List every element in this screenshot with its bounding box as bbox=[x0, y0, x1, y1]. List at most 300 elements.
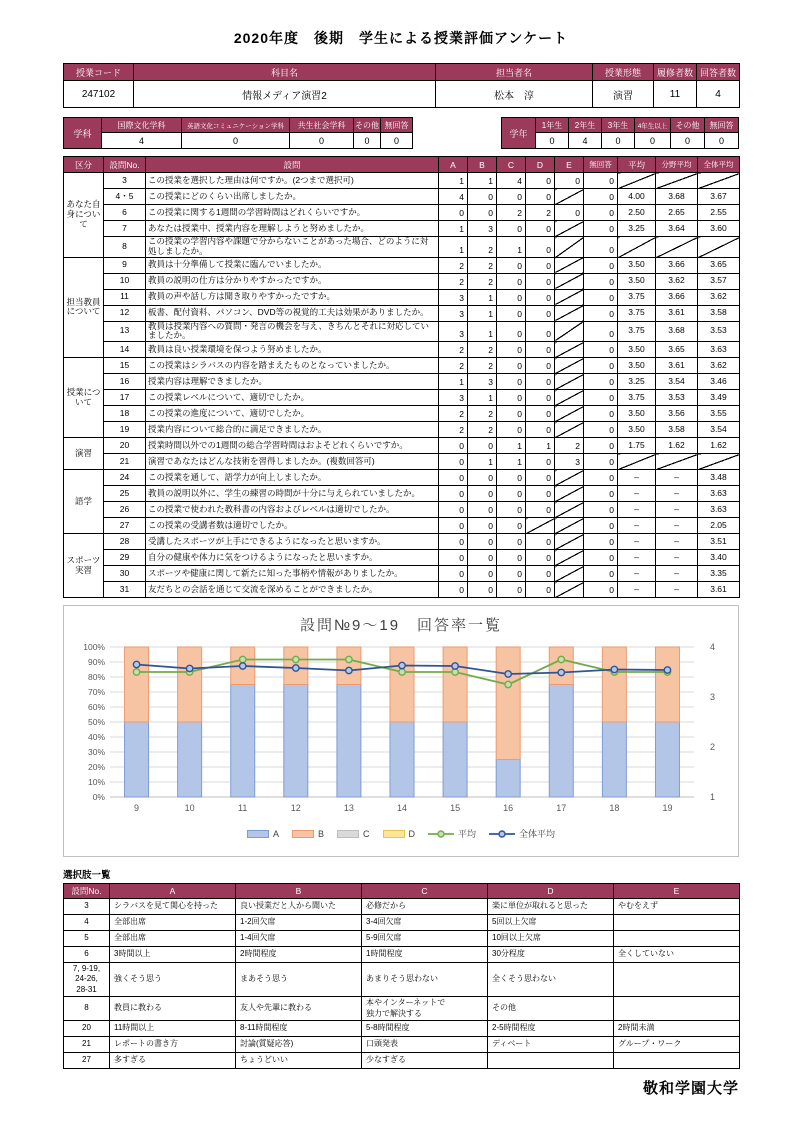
question-row bbox=[64, 173, 740, 189]
question-row bbox=[64, 189, 740, 205]
question-text: この授業の進度について、適切でしたか。 bbox=[146, 406, 439, 422]
average-cell: 3.25 bbox=[618, 374, 656, 390]
question-text: この授業の学習内容や課題で分からないことがあった場合、どのように対処しましたか。 bbox=[146, 237, 439, 258]
legend-item-a bbox=[247, 829, 279, 839]
question-row bbox=[64, 205, 740, 221]
average-cell: – bbox=[618, 566, 656, 582]
question-no: 19 bbox=[104, 422, 146, 438]
count-cell: 1 bbox=[526, 438, 555, 454]
bar-segment-a bbox=[443, 722, 467, 797]
bar-segment-b bbox=[602, 647, 626, 722]
question-no: 8 bbox=[104, 237, 146, 258]
count-cell: 0 bbox=[497, 374, 526, 390]
count-cell bbox=[555, 534, 584, 550]
question-row bbox=[64, 454, 740, 470]
count-cell: 0 bbox=[526, 502, 555, 518]
count-cell: 3 bbox=[439, 390, 468, 406]
grade-value-row bbox=[502, 133, 739, 149]
count-cell: 3 bbox=[468, 374, 497, 390]
choice-text-cell: 全くしていない bbox=[614, 947, 740, 963]
count-cell: 1 bbox=[468, 321, 497, 342]
count-cell: 2 bbox=[468, 406, 497, 422]
count-cell: 0 bbox=[584, 518, 618, 534]
choice-c-column-header: C bbox=[497, 157, 526, 173]
question-text: 演習であなたはどんな技術を習得しましたか。(複数回答可) bbox=[146, 454, 439, 470]
choices-row bbox=[64, 997, 740, 1021]
bar-segment-a bbox=[496, 760, 520, 798]
choice-text-cell bbox=[614, 915, 740, 931]
left-axis-tick: 10% bbox=[87, 777, 105, 788]
count-cell: 1 bbox=[439, 173, 468, 189]
chart-title: 設問№9～19 回答率一覧 bbox=[299, 617, 503, 635]
question-no: 14 bbox=[104, 342, 146, 358]
choices-question-no: 20 bbox=[64, 1021, 110, 1037]
count-cell bbox=[555, 486, 584, 502]
choice-text-cell: 1時間程度 bbox=[362, 947, 488, 963]
grade-header-row bbox=[502, 118, 739, 133]
bar-segment-b bbox=[655, 647, 679, 722]
category-label: スポーツ実習 bbox=[64, 534, 104, 598]
right-axis-tick: 4 bbox=[710, 642, 716, 653]
choices-row bbox=[64, 899, 740, 915]
right-axis-tick: 2 bbox=[710, 742, 716, 753]
count-cell bbox=[555, 257, 584, 273]
average-cell: – bbox=[656, 502, 698, 518]
question-no: 25 bbox=[104, 486, 146, 502]
x-axis-label: 15 bbox=[450, 803, 461, 814]
count-cell: 0 bbox=[555, 173, 584, 189]
average-cell bbox=[698, 454, 740, 470]
question-text: 教員は良い授業環境を保つよう努めましたか。 bbox=[146, 342, 439, 358]
question-row bbox=[64, 486, 740, 502]
left-axis-tick: 80% bbox=[87, 672, 105, 683]
line-marker bbox=[133, 669, 139, 675]
count-cell: 0 bbox=[497, 486, 526, 502]
choice-text-cell: まあそう思う bbox=[236, 963, 362, 997]
count-cell: 2 bbox=[439, 257, 468, 273]
choices-question-no: 6 bbox=[64, 947, 110, 963]
choice-text-cell: ディベート bbox=[488, 1037, 614, 1053]
count-cell bbox=[555, 582, 584, 598]
bar-segment-a bbox=[549, 685, 573, 798]
count-cell bbox=[555, 406, 584, 422]
average-cell bbox=[656, 173, 698, 189]
question-text: この授業レベルについて、適切でしたか。 bbox=[146, 390, 439, 406]
line-marker bbox=[399, 669, 405, 675]
average-cell: – bbox=[618, 470, 656, 486]
legend-item-平均 bbox=[428, 827, 476, 840]
count-cell: 0 bbox=[584, 582, 618, 598]
bar-segment-b bbox=[125, 647, 149, 722]
count-cell: 1 bbox=[468, 390, 497, 406]
choice-text-cell: 11時間以上 bbox=[110, 1021, 236, 1037]
choice-e-column-header: E bbox=[555, 157, 584, 173]
question-no: 17 bbox=[104, 390, 146, 406]
choice-text-cell: 全部出席 bbox=[110, 915, 236, 931]
average-cell: 4.00 bbox=[618, 189, 656, 205]
question-no: 31 bbox=[104, 582, 146, 598]
choice-text-cell: 5-9回欠席 bbox=[362, 931, 488, 947]
course-value-row bbox=[64, 81, 740, 108]
average-cell: 1.75 bbox=[618, 438, 656, 454]
question-row bbox=[64, 257, 740, 273]
average-cell: 3.65 bbox=[698, 257, 740, 273]
department-table bbox=[63, 117, 413, 149]
grade-col-header: その他 bbox=[671, 118, 705, 133]
left-axis-tick: 50% bbox=[87, 717, 105, 728]
question-text: この授業を通して、語学力が向上しましたか。 bbox=[146, 470, 439, 486]
average-cell: 1.62 bbox=[698, 438, 740, 454]
count-cell: 3 bbox=[439, 305, 468, 321]
dept-col-header: 無回答 bbox=[381, 118, 413, 133]
average-cell: – bbox=[618, 502, 656, 518]
question-row bbox=[64, 390, 740, 406]
line-marker bbox=[186, 665, 192, 671]
count-cell: 0 bbox=[584, 502, 618, 518]
legend-line-icon bbox=[428, 829, 454, 839]
question-no: 3 bbox=[104, 173, 146, 189]
grade-table bbox=[501, 117, 739, 149]
question-text: 教員の説明の仕方は分かりやすかったですか。 bbox=[146, 273, 439, 289]
choice-text-cell bbox=[614, 963, 740, 997]
question-no: 9 bbox=[104, 257, 146, 273]
question-text: 自分の健康や体力に気をつけるようになったと思いますか。 bbox=[146, 550, 439, 566]
count-cell: 2 bbox=[439, 406, 468, 422]
average-cell: 3.57 bbox=[698, 273, 740, 289]
course-code-header: 授業コード bbox=[64, 64, 134, 81]
count-cell: 0 bbox=[497, 342, 526, 358]
question-no: 29 bbox=[104, 550, 146, 566]
line-marker bbox=[664, 667, 670, 673]
average-cell: 3.40 bbox=[698, 550, 740, 566]
count-cell: 0 bbox=[526, 390, 555, 406]
count-cell: 2 bbox=[468, 257, 497, 273]
dept-col-header: その他 bbox=[354, 118, 381, 133]
count-cell: 0 bbox=[584, 189, 618, 205]
course-code-value: 247102 bbox=[64, 81, 134, 108]
average-cell: 2.55 bbox=[698, 205, 740, 221]
choices-section-title: 選択肢一覧 bbox=[63, 870, 111, 882]
count-cell: 0 bbox=[526, 470, 555, 486]
choices-question-no: 21 bbox=[64, 1037, 110, 1053]
count-cell: 0 bbox=[584, 470, 618, 486]
bar-segment-b bbox=[337, 647, 361, 685]
grade-col-header: 無回答 bbox=[705, 118, 739, 133]
question-row bbox=[64, 273, 740, 289]
count-cell: 2 bbox=[468, 422, 497, 438]
average-cell: 3.54 bbox=[698, 422, 740, 438]
university-logo: 敬和学園大学 bbox=[642, 1080, 739, 1098]
average-cell: 3.46 bbox=[698, 374, 740, 390]
dept-value: 0 bbox=[381, 133, 413, 149]
question-row bbox=[64, 438, 740, 454]
grade-value: 4 bbox=[569, 133, 602, 149]
count-cell: 0 bbox=[584, 305, 618, 321]
class-format-value: 演習 bbox=[593, 81, 654, 108]
line-marker bbox=[346, 667, 352, 673]
choice-text-cell: 多すぎる bbox=[110, 1053, 236, 1069]
question-no: 21 bbox=[104, 454, 146, 470]
question-text: スポーツや健康に関して新たに知った事柄や情報がありましたか。 bbox=[146, 566, 439, 582]
bar-segment-b bbox=[549, 647, 573, 685]
count-cell: 1 bbox=[468, 305, 497, 321]
count-cell: 0 bbox=[468, 438, 497, 454]
count-cell: 1 bbox=[468, 173, 497, 189]
choice-text-cell: 5-8時間程度 bbox=[362, 1021, 488, 1037]
category-label: 担当教員について bbox=[64, 257, 104, 358]
category-column-header: 区分 bbox=[64, 157, 104, 173]
count-cell: 1 bbox=[439, 237, 468, 258]
count-cell: 0 bbox=[584, 438, 618, 454]
average-cell: 3.64 bbox=[656, 221, 698, 237]
choice-text-cell: 強くそう思う bbox=[110, 963, 236, 997]
legend-swatch-icon bbox=[292, 830, 314, 838]
question-text: 授業内容について総合的に満足できましたか。 bbox=[146, 422, 439, 438]
choices-header-row bbox=[64, 884, 740, 899]
count-cell bbox=[555, 237, 584, 258]
count-cell: 0 bbox=[497, 257, 526, 273]
grade-value: 0 bbox=[671, 133, 705, 149]
average-cell: 3.49 bbox=[698, 390, 740, 406]
average-cell: – bbox=[618, 518, 656, 534]
count-cell: 4 bbox=[497, 173, 526, 189]
left-axis-tick: 90% bbox=[87, 657, 105, 668]
count-cell: 0 bbox=[439, 454, 468, 470]
count-cell: 0 bbox=[584, 205, 618, 221]
count-cell: 0 bbox=[468, 502, 497, 518]
choices-row bbox=[64, 1053, 740, 1069]
choice-text-cell: 少なすぎる bbox=[362, 1053, 488, 1069]
legend-label: D bbox=[408, 828, 415, 839]
line-marker bbox=[558, 656, 564, 662]
dept-value: 4 bbox=[102, 133, 182, 149]
count-cell: 0 bbox=[497, 406, 526, 422]
count-cell: 0 bbox=[584, 257, 618, 273]
enrolled-count-header: 履修者数 bbox=[654, 64, 697, 81]
count-cell: 1 bbox=[497, 438, 526, 454]
left-axis-tick: 100% bbox=[83, 642, 105, 653]
count-cell: 0 bbox=[526, 289, 555, 305]
chart-panel bbox=[63, 605, 739, 857]
choices-b-header: B bbox=[236, 884, 362, 899]
count-cell: 0 bbox=[497, 189, 526, 205]
line-marker bbox=[133, 661, 139, 667]
count-cell: 0 bbox=[584, 422, 618, 438]
choice-text-cell: 教員に教わる bbox=[110, 997, 236, 1021]
count-cell: 1 bbox=[439, 221, 468, 237]
average-cell: 3.55 bbox=[698, 406, 740, 422]
legend-item-b bbox=[292, 829, 324, 839]
bar-segment-a bbox=[284, 685, 308, 798]
count-cell: 4 bbox=[439, 189, 468, 205]
count-cell: 0 bbox=[584, 374, 618, 390]
choices-c-header: C bbox=[362, 884, 488, 899]
count-cell: 0 bbox=[497, 534, 526, 550]
count-cell: 0 bbox=[584, 390, 618, 406]
count-cell: 0 bbox=[497, 390, 526, 406]
choice-text-cell: あまりそう思わない bbox=[362, 963, 488, 997]
question-no: 10 bbox=[104, 273, 146, 289]
bar-segment-b bbox=[496, 647, 520, 760]
count-cell: 3 bbox=[468, 221, 497, 237]
question-no: 26 bbox=[104, 502, 146, 518]
count-cell: 0 bbox=[439, 534, 468, 550]
average-cell: – bbox=[656, 486, 698, 502]
average-cell: 3.56 bbox=[656, 406, 698, 422]
count-cell: 0 bbox=[468, 518, 497, 534]
category-label: あなた自身について bbox=[64, 173, 104, 258]
question-no: 4・5 bbox=[104, 189, 146, 205]
question-row bbox=[64, 534, 740, 550]
count-cell: 0 bbox=[584, 550, 618, 566]
bar-segment-b bbox=[390, 647, 414, 722]
average-cell: 3.75 bbox=[618, 289, 656, 305]
grade-col-header: 2年生 bbox=[569, 118, 602, 133]
left-axis-tick: 0% bbox=[92, 792, 105, 803]
average-cell: – bbox=[618, 582, 656, 598]
choice-text-cell: 良い授業だと人から聞いた bbox=[236, 899, 362, 915]
average-cell: 3.61 bbox=[656, 305, 698, 321]
bar-segment-a bbox=[390, 722, 414, 797]
count-cell: 0 bbox=[439, 518, 468, 534]
x-axis-label: 17 bbox=[556, 803, 567, 814]
question-no: 15 bbox=[104, 358, 146, 374]
count-cell: 2 bbox=[555, 438, 584, 454]
count-cell: 0 bbox=[526, 342, 555, 358]
average-cell: 3.63 bbox=[698, 342, 740, 358]
average-cell bbox=[698, 237, 740, 258]
count-cell: 3 bbox=[439, 321, 468, 342]
department-value-row bbox=[64, 133, 413, 149]
count-cell: 0 bbox=[526, 257, 555, 273]
line-marker bbox=[452, 663, 458, 669]
count-cell bbox=[555, 374, 584, 390]
dept-col-header: 国際文化学科 bbox=[102, 118, 182, 133]
chart-legend bbox=[64, 827, 738, 840]
average-cell: 3.62 bbox=[698, 289, 740, 305]
count-cell: 0 bbox=[526, 189, 555, 205]
question-no: 20 bbox=[104, 438, 146, 454]
dept-col-header: 共生社会学科 bbox=[290, 118, 354, 133]
average-cell: 3.66 bbox=[656, 257, 698, 273]
x-axis-label: 14 bbox=[396, 803, 408, 814]
dept-value: 0 bbox=[354, 133, 381, 149]
count-cell: 0 bbox=[584, 534, 618, 550]
instructor-value: 松本 淳 bbox=[436, 81, 593, 108]
question-text: この授業にどのくらい出席しましたか。 bbox=[146, 189, 439, 205]
legend-label: 全体平均 bbox=[519, 829, 556, 840]
x-axis-label: 10 bbox=[184, 803, 195, 814]
average-cell: 3.58 bbox=[698, 305, 740, 321]
count-cell: 0 bbox=[526, 305, 555, 321]
question-row bbox=[64, 502, 740, 518]
choice-text-cell: 10回以上欠席 bbox=[488, 931, 614, 947]
choices-question-no: 8 bbox=[64, 997, 110, 1021]
choices-row bbox=[64, 915, 740, 931]
count-cell bbox=[555, 221, 584, 237]
count-cell: 0 bbox=[526, 358, 555, 374]
legend-label: B bbox=[317, 828, 324, 839]
average-cell: 3.58 bbox=[656, 422, 698, 438]
question-row bbox=[64, 321, 740, 342]
average-cell: – bbox=[656, 534, 698, 550]
x-axis-label: 11 bbox=[238, 803, 248, 814]
question-no: 16 bbox=[104, 374, 146, 390]
question-row bbox=[64, 374, 740, 390]
average-cell: 3.50 bbox=[618, 273, 656, 289]
choice-text-cell: グループ・ワーク bbox=[614, 1037, 740, 1053]
count-cell: 0 bbox=[584, 221, 618, 237]
line-marker bbox=[558, 669, 564, 675]
average-cell: 3.75 bbox=[618, 305, 656, 321]
count-cell: 0 bbox=[584, 486, 618, 502]
count-cell: 0 bbox=[468, 205, 497, 221]
question-row bbox=[64, 289, 740, 305]
count-cell bbox=[526, 518, 555, 534]
question-text: この授業の受講者数は適切でしたか。 bbox=[146, 518, 439, 534]
count-cell bbox=[555, 321, 584, 342]
count-cell: 0 bbox=[526, 374, 555, 390]
choice-text-cell: やむをえず bbox=[614, 899, 740, 915]
grade-label: 学年 bbox=[502, 118, 536, 149]
count-cell: 0 bbox=[526, 486, 555, 502]
question-text: この授業はシラバスの内容を踏まえたものとなっていましたか。 bbox=[146, 358, 439, 374]
bar-segment-a bbox=[125, 722, 149, 797]
question-text: 教員の声や話し方は聞き取りやすかったですか。 bbox=[146, 289, 439, 305]
average-cell: 3.53 bbox=[656, 390, 698, 406]
choices-question-no: 27 bbox=[64, 1053, 110, 1069]
legend-label: A bbox=[272, 828, 279, 839]
average-cell: – bbox=[618, 550, 656, 566]
course-header-table bbox=[63, 63, 740, 108]
choice-text-cell: 口頭発表 bbox=[362, 1037, 488, 1053]
count-cell bbox=[555, 289, 584, 305]
question-row bbox=[64, 422, 740, 438]
choices-row bbox=[64, 1037, 740, 1053]
question-text: 教員は十分準備して授業に臨んでいましたか。 bbox=[146, 257, 439, 273]
average-cell: 3.50 bbox=[618, 406, 656, 422]
department-header-row bbox=[64, 118, 413, 133]
choice-text-cell bbox=[488, 1053, 614, 1069]
choice-d-column-header: D bbox=[526, 157, 555, 173]
average-cell: 3.61 bbox=[698, 582, 740, 598]
dept-col-header: 英語文化コミュニケーション学科 bbox=[182, 118, 290, 133]
line-marker bbox=[240, 656, 246, 662]
question-no: 27 bbox=[104, 518, 146, 534]
count-cell: 0 bbox=[497, 582, 526, 598]
average-cell: 3.50 bbox=[618, 342, 656, 358]
question-no: 30 bbox=[104, 566, 146, 582]
count-cell bbox=[555, 502, 584, 518]
department-label: 学科 bbox=[64, 118, 102, 149]
choice-text-cell: 5回以上欠席 bbox=[488, 915, 614, 931]
legend-item-c bbox=[337, 829, 370, 839]
count-cell: 0 bbox=[497, 502, 526, 518]
count-cell: 0 bbox=[439, 582, 468, 598]
count-cell: 0 bbox=[584, 406, 618, 422]
count-cell: 0 bbox=[439, 470, 468, 486]
count-cell: 0 bbox=[584, 237, 618, 258]
line-marker bbox=[399, 662, 405, 668]
count-cell: 0 bbox=[584, 342, 618, 358]
count-cell: 2 bbox=[468, 237, 497, 258]
count-cell: 2 bbox=[497, 205, 526, 221]
question-text: 教員は授業内容への質問・発言の機会を与え、きちんとそれに対応していましたか。 bbox=[146, 321, 439, 342]
average-cell: 3.63 bbox=[698, 502, 740, 518]
x-axis-label: 13 bbox=[343, 803, 354, 814]
count-cell: 1 bbox=[439, 374, 468, 390]
count-cell: 0 bbox=[584, 273, 618, 289]
